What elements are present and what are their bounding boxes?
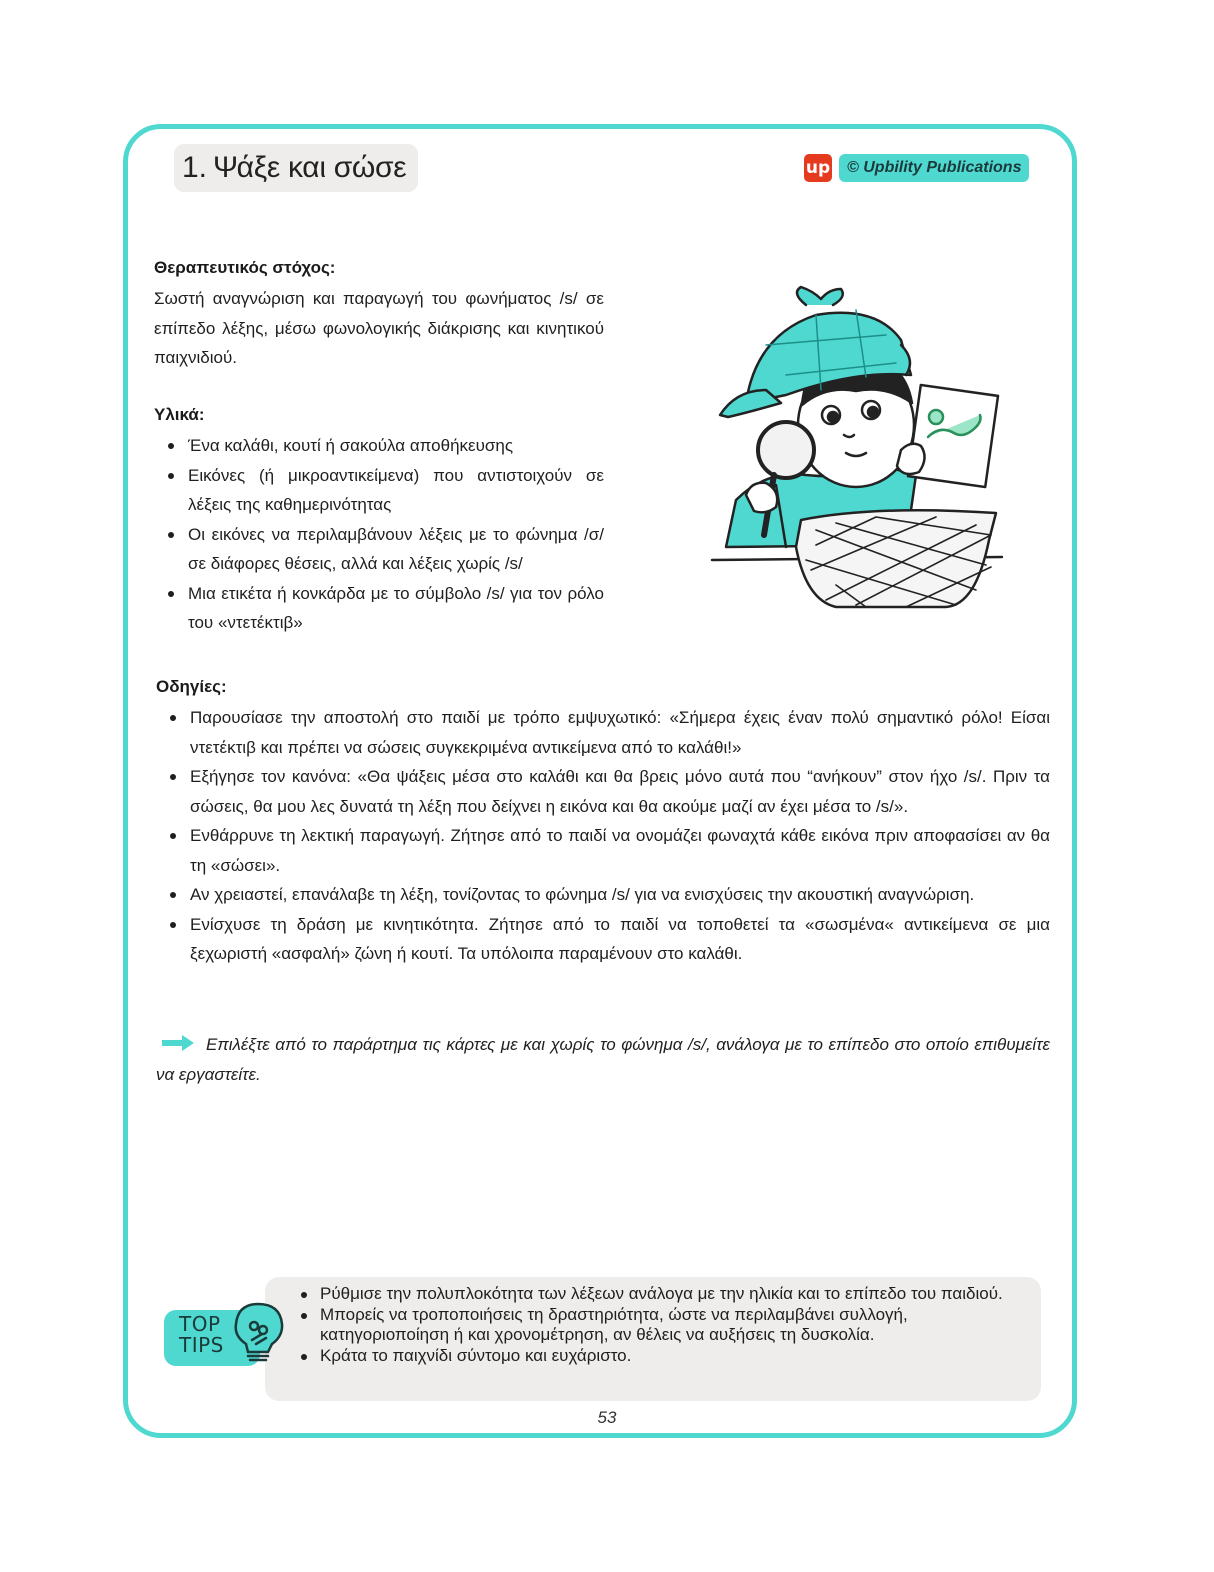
detective-boy-illustration (706, 285, 1006, 615)
top-tips-badge (164, 1300, 288, 1370)
top-tips-line2: TIPS (179, 1333, 224, 1357)
instructions-heading: Οδηγίες: (156, 677, 227, 696)
list-item: Ένα καλάθι, κουτί ή σακούλα αποθήκευσης (154, 431, 604, 461)
top-tips-line1: TOP (179, 1312, 221, 1336)
arrow-right-icon (162, 1031, 198, 1061)
publisher-brand (804, 154, 1029, 182)
goal-text: Σωστή αναγνώριση και παραγωγή του φωνήματος /s/ σε επίπεδο λέξης, μέσω φωνολογικής διάκρισης και κινητικού παιχνιδιού. (154, 289, 604, 367)
lightbulb-icon (228, 1300, 288, 1366)
list-item: Ρύθμισε την πολυπλοκότητα των λέξεων ανάλογα με την ηλικία και το επίπεδο του παιδιού. (296, 1284, 1016, 1305)
page-title (174, 144, 418, 192)
list-item: Αν χρειαστεί, επανάλαβε τη λέξη, τονίζοντας το φώνημα /s/ για να ενισχύσεις την ακουστική αναγνώριση. (156, 880, 1050, 910)
goal-heading: Θεραπευτικός στόχος: (154, 258, 336, 277)
list-item: Εικόνες (ή μικροαντικείμενα) που αντιστοιχούν σε λέξεις της καθημερινότητας (154, 461, 604, 520)
list-item: Ενίσχυσε τη δράση με κινητικότητα. Ζήτησε από το παιδί να τοποθετεί τα «σωσμένα« αντικείμενα σε μια ξεχωριστή «ασφαλή» ζώνη ή κουτί. Τα υπόλοιπα παραμένουν στο καλάθι. (156, 910, 1050, 969)
materials-heading: Υλικά: (154, 405, 205, 424)
list-item: Μια ετικέτα ή κονκάρδα με το σύμβολο /s/ για τον ρόλο του «ντετέκτιβ» (154, 579, 604, 638)
note-text: Επιλέξτε από το παράρτημα τις κάρτες με και χωρίς το φώνημα /s/, ανάλογα με το επίπεδο στο οποίο επιθυμείτε να εργαστείτε. (156, 1035, 1050, 1085)
list-item: Μπορείς να τροποποιήσεις τη δραστηριότητα, ώστε να περιλαμβάνει συλλογή, κατηγοριοποίηση ή και χρονομέτρηση, αν θέλεις να αυξήσεις τη δυσκολία. (296, 1305, 1016, 1346)
activity-title: Ψάξε και σώσε (213, 151, 407, 184)
list-item: Παρουσίασε την αποστολή στο παιδί με τρόπο εμψυχωτικό: «Σήμερα έχεις έναν πολύ σημαντικό ρόλο! Είσαι ντετέκτιβ και πρέπει να σώσεις συγκεκριμένα αντικείμενα από το καλάθι!» (156, 703, 1050, 762)
list-item: Οι εικόνες να περιλαμβάνουν λέξεις με το φώνημα /σ/ σε διάφορες θέσεις, αλλά και λέξεις χωρίς /s/ (154, 520, 604, 579)
list-item: Εξήγησε τον κανόνα: «Θα ψάξεις μέσα στο καλάθι και θα βρεις μόνο αυτά που “ανήκουν” στον ήχο /s/. Πριν τα σώσεις, θα μου λες δυνατά τη λέξη που δείχνει η εικόνα και θα ακούμε μαζί αν έχει μέσα το /s/». (156, 762, 1050, 821)
materials-list (154, 431, 604, 638)
tips-list (296, 1284, 1016, 1366)
instructions-list (156, 703, 1050, 969)
appendix-note (156, 1030, 1050, 1090)
list-item: Ενθάρρυνε τη λεκτική παραγωγή. Ζήτησε από το παιδί να ονομάζει φωναχτά κάθε εικόνα πριν αποφασίσει αν θα τη «σώσει». (156, 821, 1050, 880)
page-number: 53 (597, 1408, 617, 1427)
activity-number: 1. (182, 151, 208, 184)
upbility-logo-icon: up (804, 154, 832, 182)
list-item: Κράτα το παιχνίδι σύντομο και ευχάριστο. (296, 1346, 1016, 1367)
publisher-name: © Upbility Publications (839, 154, 1029, 182)
